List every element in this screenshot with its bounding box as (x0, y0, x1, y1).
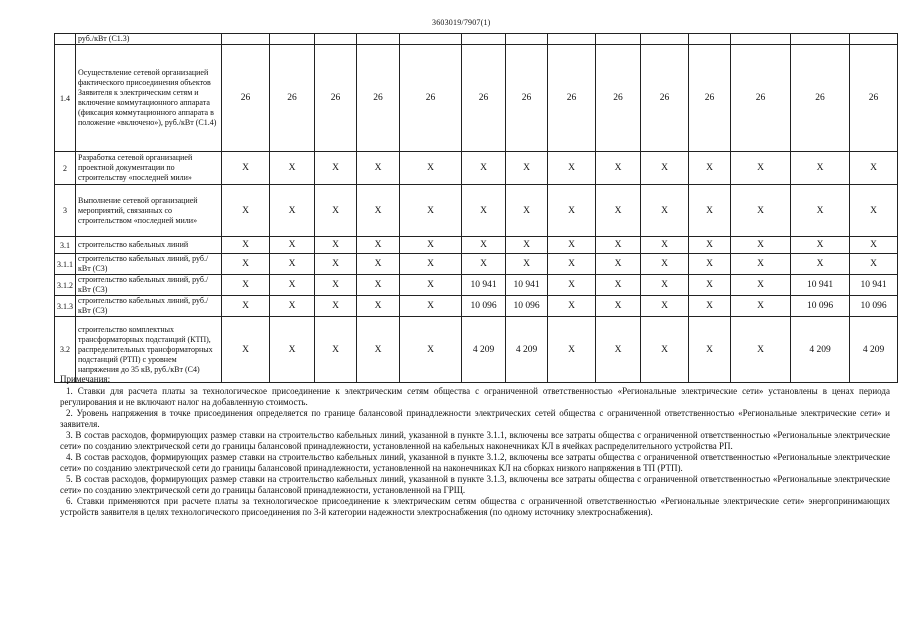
rate-cell: X (791, 254, 850, 275)
rate-cell: X (791, 152, 850, 185)
notes-title: Примечания: (60, 374, 111, 384)
rate-cell: X (641, 275, 689, 296)
rate-cell: X (689, 152, 731, 185)
rate-cell: X (400, 296, 462, 317)
rate-cell: 10 941 (506, 275, 548, 296)
rate-cell: X (222, 185, 270, 237)
rate-cell: X (357, 152, 400, 185)
note-item: 3. В состав расходов, формирующих размер ставки на строительство кабельных линий, указанной в пункте 3.1.1, включены все затраты общества с ограниченной ответственностью «Региональные электрические сети» по созданию электрической сети до границы балансовой принадлежности, установленной на кабельных наконечниках КЛ в ячейках распределительного устройства РП. (60, 430, 890, 451)
rate-cell: X (357, 185, 400, 237)
rate-cell: X (791, 185, 850, 237)
rate-cell: X (596, 152, 641, 185)
row-description: строительство кабельных линий, руб./кВт (С3) (76, 296, 222, 317)
table-row (55, 296, 898, 317)
rate-cell: X (506, 152, 548, 185)
rate-cell: 4 209 (506, 317, 548, 383)
rate-cell: X (689, 317, 731, 383)
row-description: строительство кабельных линий (76, 237, 222, 254)
rate-cell: 26 (596, 45, 641, 152)
rate-cell: X (548, 237, 596, 254)
row-number (55, 34, 76, 45)
rate-cell: X (315, 185, 357, 237)
rate-cell: X (641, 296, 689, 317)
rate-cell: X (357, 237, 400, 254)
rate-cell: X (506, 237, 548, 254)
rate-cell: X (596, 275, 641, 296)
note-item: 2. Уровень напряжения в точке присоединения определяется по границе балансовой принадлежности электрических сетей общества с ограниченной ответственностью «Региональные электрические сети» и заявителя. (60, 408, 890, 429)
rate-cell: X (596, 317, 641, 383)
row-description: Выполнение сетевой организацией мероприятий, связанных со строительством «последней мили» (76, 185, 222, 237)
rate-cell: 10 096 (506, 296, 548, 317)
rate-cell: X (548, 296, 596, 317)
rate-cell: X (596, 185, 641, 237)
rate-cell: X (315, 317, 357, 383)
rate-cell (641, 34, 689, 45)
rate-cell (270, 34, 315, 45)
rate-cell: X (222, 254, 270, 275)
rate-cell: 26 (850, 45, 898, 152)
rate-cell: X (548, 152, 596, 185)
rate-cell: 26 (315, 45, 357, 152)
rate-cell: X (731, 317, 791, 383)
rate-cell: X (400, 317, 462, 383)
rate-cell: X (315, 254, 357, 275)
rate-cell: X (462, 254, 506, 275)
rate-cell: X (689, 296, 731, 317)
rate-cell (357, 34, 400, 45)
rate-cell: X (641, 317, 689, 383)
rate-cell: X (315, 296, 357, 317)
rate-cell: 26 (462, 45, 506, 152)
table-row (55, 45, 898, 152)
rate-cell: X (850, 237, 898, 254)
rate-cell: 26 (731, 45, 791, 152)
rate-cell: 10 941 (462, 275, 506, 296)
rate-cell: X (548, 317, 596, 383)
rate-cell: X (357, 254, 400, 275)
rate-cell: X (731, 237, 791, 254)
rate-cell: 4 209 (462, 317, 506, 383)
rate-cell: X (222, 237, 270, 254)
rate-cell: 26 (357, 45, 400, 152)
rate-cell (791, 34, 850, 45)
rate-cell: X (506, 185, 548, 237)
rate-cell: 26 (270, 45, 315, 152)
rate-cell: X (689, 237, 731, 254)
row-description: строительство кабельных линий, руб./кВт (С3) (76, 254, 222, 275)
rate-cell: X (270, 185, 315, 237)
rate-cell: X (222, 152, 270, 185)
rate-cell: X (357, 317, 400, 383)
rate-cell: X (548, 275, 596, 296)
rate-cell (850, 34, 898, 45)
rate-cell: X (850, 254, 898, 275)
rate-cell (548, 34, 596, 45)
note-item: 4. В состав расходов, формирующих размер ставки на строительство кабельных линий, указанной в пункте 3.1.2, включены все затраты общества с ограниченной ответственностью «Региональные электрические сети» по созданию электрической сети до границы балансовой принадлежности, установленной на наконечниках КЛ на сборках низкого напряжения в ТП (РТП). (60, 452, 890, 473)
row-number: 3 (55, 185, 76, 237)
row-description: Разработка сетевой организацией проектной документации по строительству «последней мили» (76, 152, 222, 185)
rate-cell: X (689, 275, 731, 296)
rate-cell: X (400, 185, 462, 237)
rate-cell (689, 34, 731, 45)
table-row (55, 254, 898, 275)
rate-cell: X (641, 152, 689, 185)
table-row (55, 275, 898, 296)
rate-cell: X (596, 296, 641, 317)
rate-cell: X (689, 185, 731, 237)
note-item: 5. В состав расходов, формирующих размер ставки на строительство кабельных линий, указанной в пункте 3.1.3, включены все затраты общества с ограниченной ответственностью «Региональные электрические сети» по созданию электрической сети до границы балансовой принадлежности, установленной на ГРЩ. (60, 474, 890, 495)
table-row (55, 317, 898, 383)
rate-cell: X (315, 275, 357, 296)
rate-cell: X (462, 237, 506, 254)
rate-cell: 26 (506, 45, 548, 152)
table-row (55, 152, 898, 185)
rate-cell: X (731, 185, 791, 237)
row-number: 3.1 (55, 237, 76, 254)
table-row (55, 185, 898, 237)
rate-cell: X (731, 152, 791, 185)
rate-cell: 26 (548, 45, 596, 152)
rate-cell: X (222, 275, 270, 296)
rate-cell: X (222, 317, 270, 383)
row-description: Осуществление сетевой организацией фактического присоединения объектов Заявителя к электрическим сетям и включение коммутационного аппарата (фиксация коммутационного аппарата в положение «включено»), руб./кВт (С1.4) (76, 45, 222, 152)
rate-cell (506, 34, 548, 45)
note-item: 1. Ставки для расчета платы за технологическое присоединение к электрическим сетям общества с ограниченной ответственностью «Региональные электрические сети» установлены в ценах периода регулирования и не включают налог на добавленную стоимость. (60, 386, 890, 407)
row-description: руб./кВт (С1.3) (76, 34, 222, 45)
notes-section (60, 374, 890, 518)
rate-cell: X (400, 275, 462, 296)
rate-cell: X (850, 152, 898, 185)
row-number: 1.4 (55, 45, 76, 152)
rate-cell: X (641, 237, 689, 254)
rate-cell: X (689, 254, 731, 275)
rate-cell: X (400, 152, 462, 185)
rate-cell: 26 (641, 45, 689, 152)
rate-cell (400, 34, 462, 45)
rate-cell: X (270, 296, 315, 317)
row-description: строительство кабельных линий, руб./кВт (С3) (76, 275, 222, 296)
rate-cell: 10 096 (462, 296, 506, 317)
table-row (55, 237, 898, 254)
rate-cell: 26 (689, 45, 731, 152)
rate-cell: X (270, 237, 315, 254)
rate-cell (222, 34, 270, 45)
rate-cell (462, 34, 506, 45)
rate-cell: 4 209 (791, 317, 850, 383)
rate-cell: X (315, 152, 357, 185)
rate-cell (315, 34, 357, 45)
document-number: 3603019/7907(1) (432, 18, 491, 27)
rate-cell: X (731, 296, 791, 317)
rate-cell: X (596, 254, 641, 275)
rate-cell: X (462, 185, 506, 237)
rate-cell: X (850, 185, 898, 237)
rate-cell: X (222, 296, 270, 317)
row-number: 2 (55, 152, 76, 185)
rate-cell: X (791, 237, 850, 254)
rate-cell: X (270, 275, 315, 296)
rate-cell: 10 941 (850, 275, 898, 296)
row-number: 3.1.1 (55, 254, 76, 275)
rate-cell (731, 34, 791, 45)
rate-cell: X (357, 275, 400, 296)
rate-cell: X (596, 237, 641, 254)
rate-cell: 26 (791, 45, 850, 152)
rate-cell: 10 096 (791, 296, 850, 317)
rate-cell: X (270, 317, 315, 383)
rate-cell: X (731, 254, 791, 275)
rate-cell (596, 34, 641, 45)
rate-cell: X (462, 152, 506, 185)
row-number: 3.1.2 (55, 275, 76, 296)
rate-cell: X (548, 185, 596, 237)
rate-cell: 10 941 (791, 275, 850, 296)
row-number: 3.2 (55, 317, 76, 383)
rate-cell: X (357, 296, 400, 317)
rate-cell: X (548, 254, 596, 275)
table-row (55, 34, 898, 45)
rate-cell: X (641, 254, 689, 275)
rate-cell: 26 (400, 45, 462, 152)
rate-cell: 26 (222, 45, 270, 152)
rate-cell: X (731, 275, 791, 296)
row-description: строительство комплектных трансформаторных подстанций (КТП), распределительных трансформаторных подстанций (РТП) с уровнем напряжения до 35 кВ, руб./кВт (С4) (76, 317, 222, 383)
rate-cell: 10 096 (850, 296, 898, 317)
rate-cell: X (270, 152, 315, 185)
tariff-table (54, 33, 898, 383)
rate-cell: X (641, 185, 689, 237)
note-item: 6. Ставки применяются при расчете платы за технологическое присоединение к электрическим сетям общества с ограниченной ответственностью «Региональные электрические сети» энергопринимающих устройств заявителя в целях технологического присоединения по 3-й категории надежности электроснабжения (по одному источнику электроснабжения). (60, 496, 890, 517)
rate-cell: X (506, 254, 548, 275)
rate-cell: 4 209 (850, 317, 898, 383)
row-number: 3.1.3 (55, 296, 76, 317)
rate-cell: X (400, 254, 462, 275)
rate-cell: X (315, 237, 357, 254)
rate-cell: X (270, 254, 315, 275)
rate-cell: X (400, 237, 462, 254)
